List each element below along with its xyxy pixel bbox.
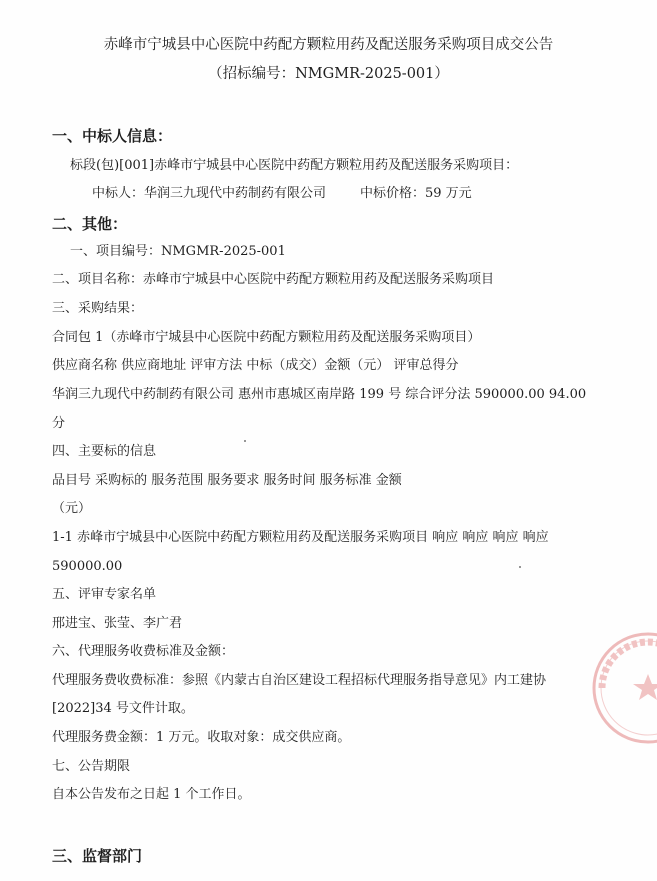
agency-fee-standard: 代理服务费收费标准：参照《内蒙古自治区建设工程招标代理服务指导意见》内工建协 xyxy=(52,673,547,688)
experts-heading: 五、评审专家名单 xyxy=(52,587,157,602)
result-table-row-cont: 分 xyxy=(52,416,66,431)
experts-list: 邢进宝、张莹、李广君 xyxy=(52,616,183,631)
project-number-line: 一、项目编号：NMGMR-2025-001 xyxy=(70,244,286,259)
notice-period-text: 自本公告发布之日起 1 个工作日。 xyxy=(52,787,251,802)
winner-price: 中标价格：59 万元 xyxy=(360,186,472,201)
bid-number: （招标编号：NMGMR-2025-001） xyxy=(208,66,449,82)
lot-line: 标段(包)[001]赤峰市宁城县中心医院中药配方颗粒用药及配送服务采购项目： xyxy=(70,158,519,173)
document-title: 赤峰市宁城县中心医院中药配方颗粒用药及配送服务采购项目成交公告 xyxy=(103,37,554,53)
section-heading-other: 二、其他： xyxy=(52,215,128,233)
agency-fee-standard-cont: [2022]34 号文件计取。 xyxy=(52,701,194,716)
project-name-line: 二、项目名称：赤峰市宁城县中心医院中药配方颗粒用药及配送服务采购项目 xyxy=(52,272,495,287)
items-table-row-cont: 590000.00 xyxy=(52,559,123,574)
agency-fee-heading: 六、代理服务收费标准及金额： xyxy=(52,644,235,659)
scan-speck xyxy=(519,566,521,568)
contract-package-line: 合同包 1（赤峰市宁城县中心医院中药配方颗粒用药及配送服务采购项目） xyxy=(52,330,481,345)
section-heading-supervision: 三、监督部门 xyxy=(52,847,143,865)
section-heading-winner: 一、中标人信息： xyxy=(52,127,173,145)
result-table-row: 华润三九现代中药制药有限公司 惠州市惠城区南岸路 199 号 综合评分法 590000.00 94.00 xyxy=(52,387,587,402)
result-table-header: 供应商名称 供应商地址 评审方法 中标（成交）金额（元） 评审总得分 xyxy=(52,358,459,373)
procurement-result-heading: 三、采购结果： xyxy=(52,301,144,316)
official-seal-stamp xyxy=(588,628,657,748)
agency-fee-amount: 代理服务费金额：1 万元。收取对象：成交供应商。 xyxy=(52,730,351,745)
items-table-header: 品目号 采购标的 服务范围 服务要求 服务时间 服务标准 金额 xyxy=(52,473,402,488)
winner-name: 中标人：华润三九现代中药制药有限公司 xyxy=(92,186,327,201)
notice-period-heading: 七、公告期限 xyxy=(52,759,131,774)
scan-speck xyxy=(244,440,246,442)
main-items-heading: 四、主要标的信息 xyxy=(52,444,157,459)
items-table-row: 1-1 赤峰市宁城县中心医院中药配方颗粒用药及配送服务采购项目 响应 响应 响应 响应 xyxy=(52,530,549,545)
items-table-header-cont: （元） xyxy=(52,501,92,516)
